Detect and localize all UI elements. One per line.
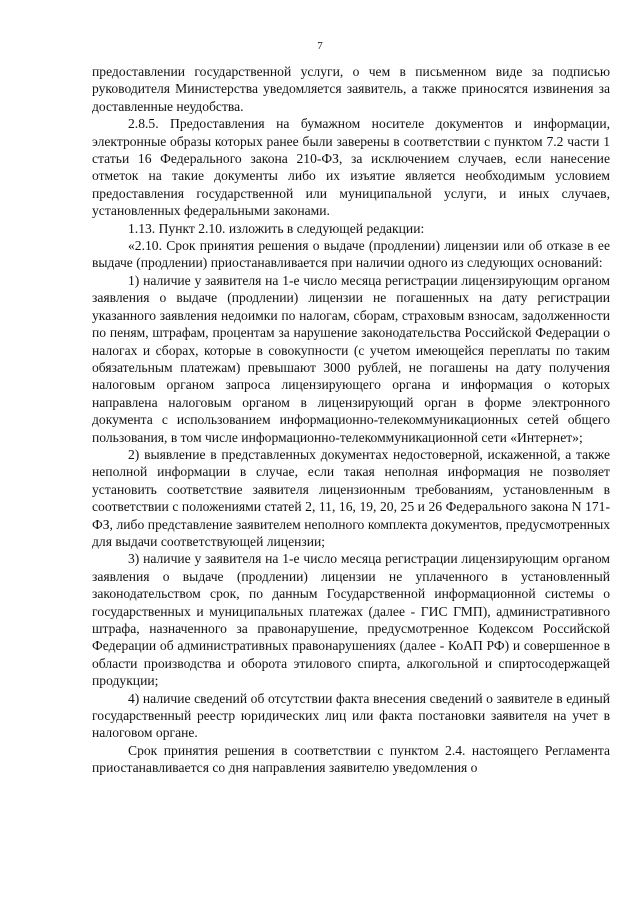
list-item-2: 2) выявление в представленных документах недостоверной, искаженной, а также неполной информации в случае, если такая неполная информация не позволяет установить соответствие заявителя лицензионным требованиям, установленным в соответствии с положениями статей 2, 11, 16, 19, 20, 25 и 26 Федерального закона N 171-ФЗ, либо представление заявителем неполного комплекта документов, предусмотренных для выдачи соответствующей лицензии;	[92, 446, 610, 549]
list-item-4: 4) наличие сведений об отсутствии факта внесения сведений о заявителе в единый государственный реестр юридических лиц или факта постановки заявителя на учет в налоговом органе.	[92, 690, 610, 741]
document-body	[92, 63, 610, 777]
list-item-1: 1) наличие у заявителя на 1-е число месяца регистрации лицензирующим органом заявления о выдаче (продлении) лицензии не погашенных на дату регистрации указанного заявления недоимки по налогам, сборам, страховым взносам, задолженности по пеням, штрафам, процентам за нарушение законодательства Российской Федерации о налогах и сборах, которые в совокупности (с учетом имеющейся переплаты по таким обязательным платежам) превышают 3000 рублей, не погашены на дату получения налоговым органом запроса лицензирующего органа и информация о которых направлена налоговым органом в лицензирующий орган в форме электронного документа с использованием информационно-телекоммуникационных сетей общего пользования, в том числе информационно-телекоммуникационной сети «Интернет»;	[92, 272, 610, 445]
page-number: 7	[317, 40, 323, 52]
paragraph-2-10: «2.10. Срок принятия решения о выдаче (продлении) лицензии или об отказе в ее выдаче (продлении) приостанавливается при наличии одного из следующих оснований:	[92, 238, 610, 271]
list-item-3: 3) наличие у заявителя на 1-е число месяца регистрации лицензирующим органом заявления о выдаче (продлении) лицензии не уплаченного в установленный законодательством срок, по данным Государственной информационной системы о государственных и муниципальных платежах (далее - ГИС ГМП), административного штрафа, назначенного за правонарушение, предусмотренное Кодексом Российской Федерации об административных правонарушениях (далее - КоАП РФ) и совершенное в области производства и оборота этилового спирта, алкогольной и спиртосодержащей продукции;	[92, 551, 610, 689]
paragraph-1-13: 1.13. Пункт 2.10. изложить в следующей редакции:	[128, 220, 425, 236]
paragraph-deadline-suspension: Срок принятия решения в соответствии с пунктом 2.4. настоящего Регламента приостанавливается со дня направления заявителю уведомления о	[92, 742, 610, 776]
paragraph-continuation: предоставлении государственной услуги, о чем в письменном виде за подписью руководителя Министерства уведомляется заявитель, а также приносятся извинения за доставленные неудобства.	[92, 64, 610, 114]
paragraph-2-8-5: 2.8.5. Предоставления на бумажном носителе документов и информации, электронные образы которых ранее были заверены в соответствии с пунктом 7.2 части 1 статьи 16 Федерального закона 210-ФЗ, за исключением случаев, если нанесение отметок на такие документы либо их изъятие является необходимым условием предоставления государственной или муниципальной услуги, и иных случаев, установленных федеральными законами.	[92, 116, 610, 219]
